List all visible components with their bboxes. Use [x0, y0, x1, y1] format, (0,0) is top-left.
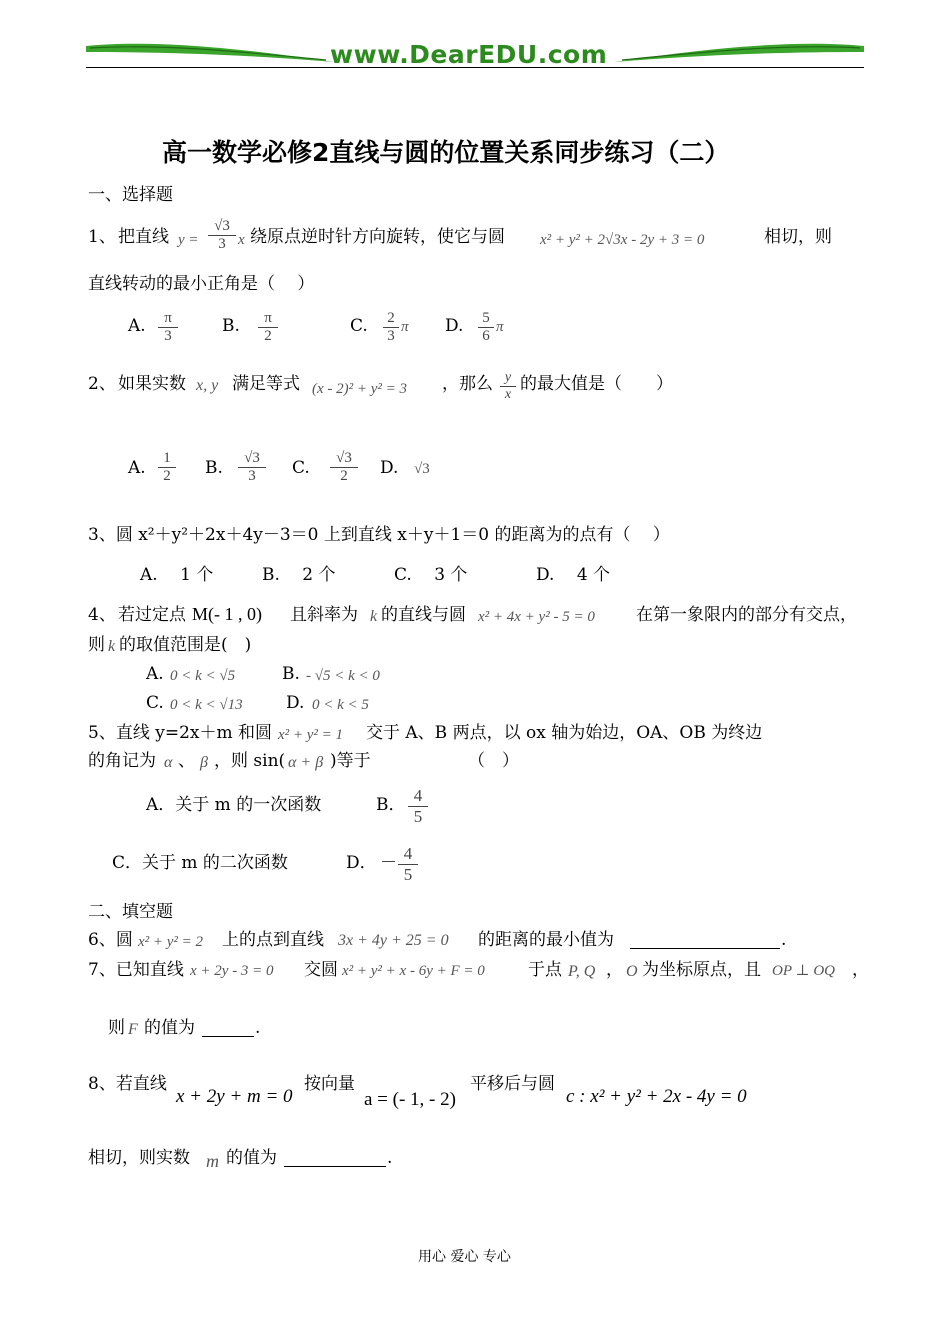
- q8-end: .: [387, 1148, 393, 1168]
- q5-paren: （ ）: [468, 751, 519, 771]
- q7-pre: 7、已知直线: [88, 960, 184, 980]
- q4-post: 在第一象限内的部分有交点，: [636, 605, 857, 625]
- q8-pre: 8、若直线: [88, 1074, 167, 1094]
- q8-circle-eq: c : x² + y² + 2x - 4y = 0: [566, 1086, 747, 1107]
- q2-option-c-fraction: √3 2: [330, 450, 358, 486]
- q4-option-d-expr: 0 < k < 5: [312, 697, 369, 713]
- q2-number: 2、: [88, 374, 116, 394]
- q4-option-c-expr: 0 < k < √13: [170, 697, 243, 713]
- q5-sep: 、: [178, 751, 195, 771]
- q2-option-d-label: D.: [380, 458, 399, 478]
- q2-mid: 满足等式: [232, 374, 300, 394]
- q4-option-c-label: C.: [146, 693, 164, 713]
- q5-alpha: α: [164, 754, 173, 771]
- q2-post2: 的最大值是（ ）: [520, 374, 673, 394]
- q4-circle-eq: x² + 4x + y² - 5 = 0: [478, 609, 595, 625]
- q4-option-a-label: A.: [146, 664, 164, 684]
- q5-beta: β: [200, 754, 208, 771]
- q1-circle-eq: x² + y² + 2√3x - 2y + 3 = 0: [540, 232, 705, 248]
- q5-option-d-fraction: 4 5: [398, 844, 418, 884]
- q4-mid2: 的直线与圆: [381, 605, 466, 625]
- q6-post: 的距离的最小值为: [478, 930, 614, 950]
- q7-mid3: 为坐标原点，且: [642, 960, 761, 980]
- q1-option-a-fraction: π 3: [158, 310, 178, 346]
- q1-var-x: x: [238, 232, 245, 248]
- q5-sum: α + β: [288, 754, 324, 771]
- header-swoosh-left: [86, 40, 336, 64]
- header-rule: [86, 67, 864, 68]
- q8-m: m: [206, 1151, 219, 1171]
- q1-option-a-label: A.: [128, 316, 146, 336]
- q3-option-c: C. 3 个: [394, 565, 468, 585]
- q4-line2-post: 的取值范围是( ): [119, 635, 252, 655]
- q6-end: .: [781, 930, 787, 950]
- q2-eq: (x - 2)² + y² = 3: [312, 381, 408, 397]
- q7-answer-blank[interactable]: [202, 1022, 254, 1037]
- q8-line2-post: 的值为: [226, 1148, 277, 1168]
- q2-post1: ，那么: [442, 374, 493, 394]
- q5-line2-post: )等于: [330, 751, 371, 771]
- q8-vector: a = (- 1, - 2): [364, 1089, 456, 1110]
- q1-option-c-pi: π: [401, 319, 409, 335]
- q8-mid1: 按向量: [304, 1074, 355, 1094]
- q6-mid: 上的点到直线: [222, 930, 324, 950]
- section-heading-fill: 二、填空题: [88, 902, 173, 922]
- q7-points: P, Q: [568, 963, 596, 980]
- q7-mid1: 交圆: [304, 960, 338, 980]
- q4-point: M(- 1 , 0): [192, 604, 262, 624]
- q5-circle-eq: x² + y² = 1: [278, 727, 344, 743]
- q3-option-d: D. 4 个: [536, 565, 611, 585]
- q7-end2: .: [255, 1018, 261, 1038]
- q5-line2-pre: 的角记为: [88, 751, 156, 771]
- q5-option-b-fraction: 4 5: [408, 786, 428, 826]
- q5-line1-post: 交于 A、B 两点，以 ox 轴为始边，OA、OB 为终边: [366, 723, 763, 743]
- q2-pre: 如果实数: [118, 374, 186, 394]
- q5-option-c: C．关于 m 的二次函数: [112, 853, 288, 873]
- q2-option-c-label: C.: [292, 458, 310, 478]
- q1-pre: 把直线: [118, 227, 169, 247]
- q3-option-a: A. 1 个: [140, 565, 214, 585]
- q2-option-a-fraction: 1 2: [158, 450, 176, 486]
- q7-line2-post: 的值为: [144, 1018, 195, 1038]
- page-title: 高一数学必修2直线与圆的位置关系同步练习（二）: [162, 138, 730, 167]
- q5-line2-mid: ，则 sin(: [214, 751, 286, 771]
- q1-slope-fraction: √3 3: [208, 218, 236, 254]
- q4-line2-pre: 则: [88, 635, 105, 655]
- q4-option-a-expr: 0 < k < √5: [170, 668, 236, 684]
- q7-F: F: [128, 1021, 138, 1038]
- q1-option-c-fraction: 2 3: [383, 310, 399, 346]
- q5-option-d-sign: －: [380, 853, 397, 873]
- section-heading-choice: 一、选择题: [88, 185, 173, 205]
- q7-line2-pre: 则: [108, 1018, 125, 1038]
- q4-k: k: [370, 608, 378, 625]
- q4-mid1: 且斜率为: [290, 605, 358, 625]
- q4-k2: k: [108, 638, 116, 655]
- q7-perp: OP ⊥ OQ: [772, 963, 835, 979]
- q2-ratio-fraction: y x: [500, 370, 516, 403]
- q5-option-b-label: B．: [376, 795, 406, 815]
- q2-option-b-label: B.: [205, 458, 223, 478]
- q3-text: 3、圆 x²＋y²＋2x＋4y－3＝0 上到直线 x＋y＋1＝0 的距离为的点有（ ）: [88, 525, 670, 545]
- q2-vars: x, y: [196, 377, 219, 394]
- q1-line2: 直线转动的最小正角是（ ）: [88, 274, 315, 294]
- q2-option-b-fraction: √3 3: [238, 450, 266, 486]
- q1-option-d-fraction: 5 6: [478, 310, 494, 346]
- q6-answer-blank[interactable]: [630, 934, 780, 949]
- q1-option-d-pi: π: [496, 319, 504, 335]
- q5-option-a: A．关于 m 的一次函数: [146, 795, 322, 815]
- q7-sep: ，: [606, 960, 623, 980]
- q4-pre: 若过定点: [118, 605, 186, 625]
- q1-option-c-label: C.: [350, 316, 368, 336]
- q4-number: 4、: [88, 605, 116, 625]
- q8-mid2: 平移后与圆: [470, 1074, 555, 1094]
- q5-line1-pre: 5、直线 y=2x＋m 和圆: [88, 723, 272, 743]
- q4-option-b-label: B.: [282, 664, 300, 684]
- q7-origin: O: [626, 963, 638, 980]
- q1-option-b-fraction: π 2: [258, 310, 278, 346]
- q7-line-eq: x + 2y - 3 = 0: [190, 963, 274, 979]
- site-logo-text: www.DearEDU.com: [330, 40, 608, 69]
- q5-option-d-label: D．: [346, 853, 377, 873]
- q6-pre: 6、圆: [88, 930, 133, 950]
- q6-line-eq: 3x + 4y + 25 = 0: [338, 932, 449, 949]
- q1-eq-lhs: y =: [178, 232, 199, 248]
- q2-option-a-label: A.: [128, 458, 146, 478]
- q1-number: 1、: [88, 227, 116, 247]
- q7-circle-eq: x² + y² + x - 6y + F = 0: [342, 963, 485, 979]
- q3-option-b: B. 2 个: [262, 565, 336, 585]
- q7-mid2: 于点: [528, 960, 562, 980]
- page-footer: 用心 爱心 专心: [418, 1249, 511, 1265]
- q7-end1: ，: [852, 960, 869, 980]
- q8-answer-blank[interactable]: [284, 1152, 386, 1167]
- q4-option-d-label: D.: [286, 693, 305, 713]
- q8-line2-pre: 相切，则实数: [88, 1148, 190, 1168]
- q4-option-b-expr: - √5 < k < 0: [306, 668, 380, 684]
- q1-option-b-label: B.: [222, 316, 240, 336]
- q1-post: 相切，则: [764, 227, 832, 247]
- q1-option-d-label: D.: [445, 316, 464, 336]
- q6-circle-eq: x² + y² = 2: [138, 934, 204, 950]
- header-swoosh-right: [612, 40, 864, 64]
- q8-line-eq: x + 2y + m = 0: [176, 1086, 293, 1107]
- q2-option-d-value: √3: [414, 461, 430, 477]
- q1-mid: 绕原点逆时针方向旋转，使它与圆: [250, 227, 505, 247]
